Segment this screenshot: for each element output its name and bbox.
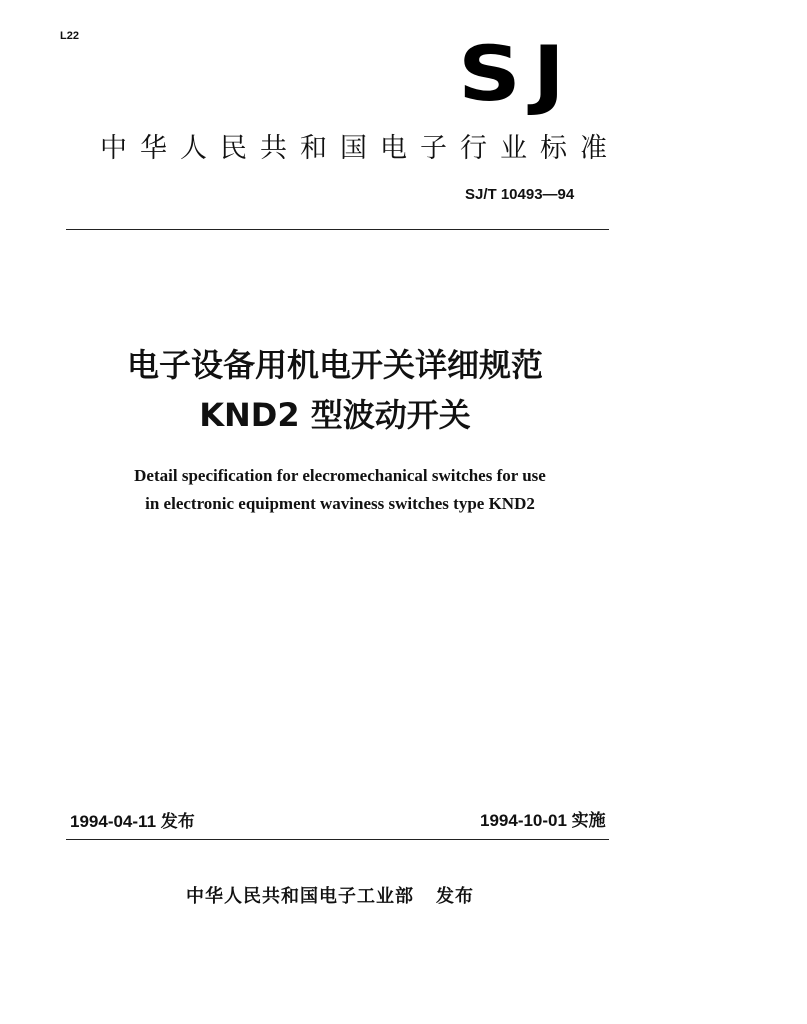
publisher [186, 882, 474, 908]
document-title-chinese [90, 340, 580, 440]
issuing-body: 中华人民共和国电子行业标准 [100, 133, 620, 164]
top-divider [66, 229, 609, 230]
document-title-english [80, 462, 600, 518]
implementation-date: 1994-10-01 实施 [480, 811, 606, 830]
title-cn-line-1: 电子设备用机电开关详细规范 [126, 346, 543, 384]
sj-logo: SJ [458, 29, 577, 118]
title-en-line-1: Detail specification for elecromechanical switches for use [134, 466, 546, 485]
publisher-action: 发布 [436, 886, 474, 907]
standard-number: SJ/T 10493—94 [465, 186, 575, 203]
publisher-name: 中华人民共和国电子工业部 [186, 886, 414, 907]
title-cn-line-2: KND2 型波动开关 [199, 396, 471, 434]
issue-date: 1994-04-11 发布 [70, 812, 195, 831]
title-en-line-2: in electronic equipment waviness switches type KND2 [145, 494, 535, 513]
bottom-divider [66, 839, 609, 840]
classification-code: L22 [60, 30, 79, 42]
